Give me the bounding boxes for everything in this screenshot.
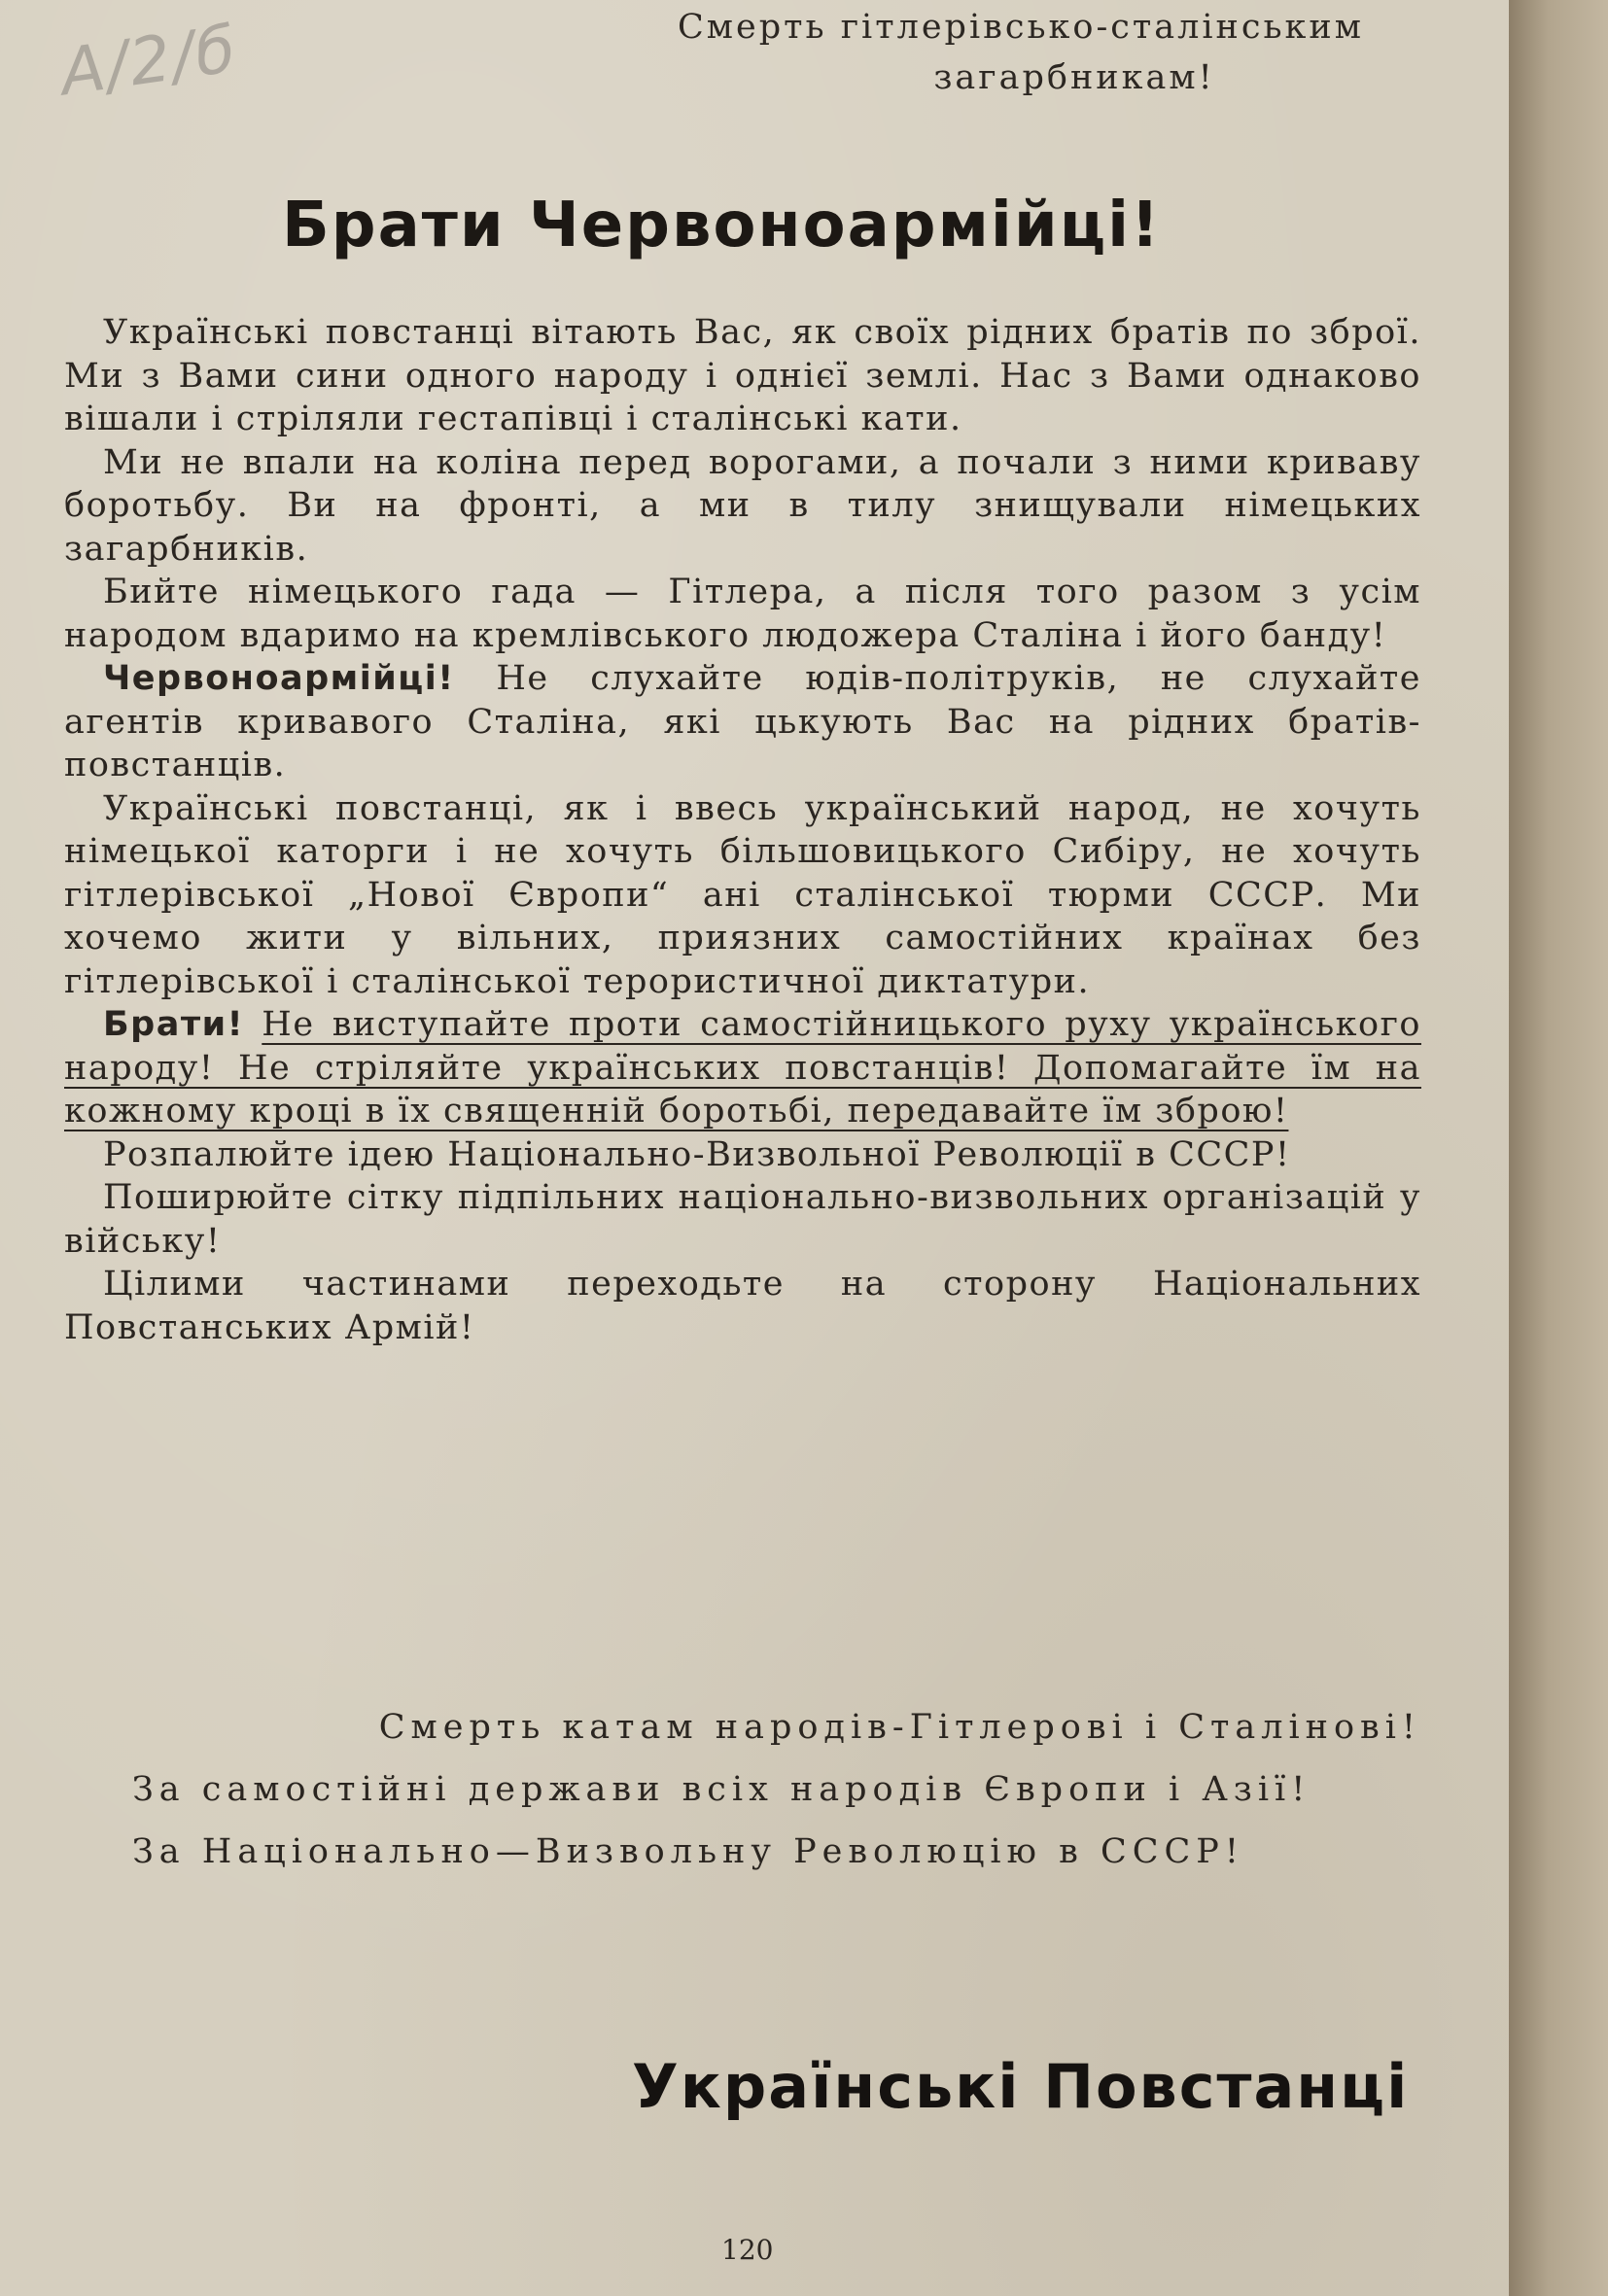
paragraph-text: Українські повстанці вітають Вас, як своїх рідних братів по зброї. Ми з Вами сини одного народу і однієї землі. Нас з Вами однаково вішали і стріляли гестапівці і сталінські кати.	[64, 313, 1421, 438]
leaflet-title: Брати Червоноармійці!	[282, 190, 1162, 261]
paragraph	[64, 571, 1421, 657]
paragraph-text: Українські повстанці, як і ввесь український народ, не хочуть німецької каторги і не хочуть більшовицького Сибіру, не хочуть гітлерівської „Нової Європи“ ані сталінської тюрми СССР. Ми хочемо жити у вільних, приязних самостійних країнах без гітлерівської і сталінської терористичної диктатури.	[64, 788, 1421, 1001]
paragraph-lead: Брати!	[103, 1005, 245, 1044]
closing-slogan: Смерть катам народів-Гітлерові і Сталінові!	[378, 1708, 1421, 1747]
paragraph	[64, 1003, 1421, 1133]
header-slogan	[622, 2, 1419, 103]
closing-slogan: За Національно—Визвольну Революцію в СССР!	[132, 1832, 1244, 1871]
paragraph-text: Поширюйте сітку підпільних національно-визвольних організацій у війську!	[64, 1178, 1421, 1261]
header-slogan-line-2: загарбникам!	[933, 58, 1215, 97]
paragraph	[64, 441, 1421, 572]
paragraph-text: Ми не впали на коліна перед ворогами, а почали з ними криваву боротьбу. Ви на фронті, а ми в тилу знищували німецьких загарбників.	[64, 442, 1421, 569]
paragraph	[64, 787, 1421, 1004]
closing-slogan: За самостійні держави всіх народів Європи і Азії!	[132, 1770, 1311, 1809]
leaflet-body	[64, 311, 1421, 1349]
page-number: 120	[721, 2234, 774, 2266]
paragraph-text: Бийте німецького гада — Гітлера, а після того разом з усім народом вдаримо на кремлівського людожера Сталіна і його банду!	[64, 573, 1421, 655]
paragraph-text: Цілими частинами переходьте на сторону Національних Повстанських Армій!	[64, 1265, 1421, 1347]
header-slogan-line-1: Смерть гітлерівсько-сталінським	[678, 8, 1364, 47]
paragraph	[64, 311, 1421, 441]
paragraph-text-underlined: Не виступайте проти самостійницького руху українського народу! Не стріляйте українських повстанців! Допомагайте їм на кожному кроці в їх священній боротьбі, передавайте їм зброю!	[64, 1005, 1421, 1131]
closing-slogans	[64, 1696, 1421, 1883]
handwritten-archive-mark: А/2/б	[55, 11, 242, 111]
paragraph	[64, 657, 1421, 787]
paragraph-lead: Червоноармійці!	[103, 659, 455, 698]
paragraph	[64, 1263, 1421, 1349]
adjacent-page-edge	[1509, 0, 1608, 2296]
paragraph-text: Не слухайте юдів-політруків, не слухайте агентів кривавого Сталіна, які цькують Вас на рідних братів-повстанців.	[64, 659, 1421, 784]
paragraph	[64, 1176, 1421, 1263]
signature: Українські Повстанці	[632, 2051, 1410, 2122]
paragraph	[64, 1133, 1421, 1177]
paragraph-text: Розпалюйте ідею Національно-Визвольної Революції в СССР!	[103, 1134, 1291, 1174]
